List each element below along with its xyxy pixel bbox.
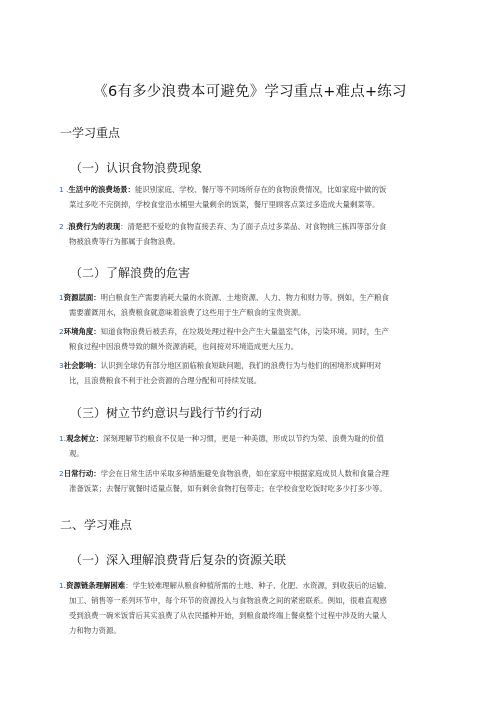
list-item: 1 .生活中的浪费场景：能识别家庭、学校、餐厅等不同场所存在的食物浪费情况，比如家庭中做的饭 菜过多吃不完倒掉，学校食堂沿水桶里大量剩余的饭菜，餐厅里顾客点菜过多造成大量剩菜等。: [59, 182, 443, 212]
item-text: 准备饭菜；去餐厅就餐时适量点餐，如有剩余食物打包带走；在学校食堂吃饭时吃多少打多少等。: [69, 484, 387, 493]
subsection-title-food-waste: （一）认识食物浪费现象: [70, 161, 203, 175]
item-text: ：学生较难理解从粮食种植所需的土地、种子、化肥、水资源，到收获后的运输、: [125, 581, 392, 590]
item-key: 资源层面：: [63, 293, 101, 302]
subsection-title-resource-link: （一）深入理解浪费背后复杂的资源关联: [70, 553, 287, 567]
item-text: 力和物力资源。: [69, 626, 121, 635]
item-text: 菜过多吃不完倒掉，学校食堂沿水桶里大量剩余的饭菜，餐厅里顾客点菜过多造成大量剩菜等。: [69, 200, 380, 209]
item-number: 1: [59, 434, 64, 443]
section-title-key-points: 一学习重点: [60, 126, 121, 140]
item-key: 环境角度：: [63, 327, 101, 336]
item-key: 日常行动：: [63, 469, 101, 478]
item-text: 物被浪费等行为都属于食物浪费。: [69, 237, 180, 246]
item-key: 观念树立：: [66, 434, 104, 443]
list-item: [59, 324, 443, 354]
item-number: 2: [59, 327, 64, 336]
item-key: 生活中的浪费场景：: [68, 185, 135, 194]
section-title-difficulties: 二、学习难点: [60, 518, 133, 532]
list-item: 1.资源链条理解困难：学生较难理解从粮食种植所需的土地、种子、化肥、水资源，到收获后的运输、 加工、销售等一系列环节中，每个环节的资源投入与食物浪费之间的紧密联系。例如，很难直观感 受到浪费一碗米饭背后其实浪费了从农民播种开始，到粮食最终端上餐桌整个过程中涉及的大量人 力和物力资源。: [59, 578, 443, 638]
item-text: 比，且浪费粮食不利于社会资源的合理分配和可持续发展。: [69, 376, 262, 385]
item-number: 1: [59, 581, 64, 590]
item-number: 2: [59, 469, 64, 478]
item-text: 明白粮食生产需要消耗大量的水资源、土地资源、人力、物力和财力等。例如，生产粮食: [100, 293, 389, 302]
item-text: ：清楚把不爱吃的食物直接丢弃、为了面子点过多菜品、对食物挑三拣四等部分食: [120, 222, 387, 231]
item-text: 加工、销售等一系列环节中，每个环节的资源投入与食物浪费之间的紧密联系。例如，很难直观感: [69, 596, 387, 605]
item-text: 受到浪费一碗米饭背后其实浪费了从农民播种开始，到粮食最终端上餐桌整个过程中涉及的大量人: [69, 611, 387, 620]
list-item: 2 .浪费行为的表现：清楚把不爱吃的食物直接丢弃、为了面子点过多菜品、对食物挑三拣四等部分食 物被浪费等行为都属于食物浪费。: [59, 219, 443, 249]
item-text: 能识别家庭、学校、餐厅等不同场所存在的食物浪费情况，比如家庭中做的饭: [134, 185, 387, 194]
item-text: 观。: [69, 449, 84, 458]
item-key: 浪费行为的表现: [68, 222, 121, 231]
item-number: 1: [59, 185, 64, 194]
subsection-title-saving-action: （三）树立节约意识与践行节约行动: [70, 406, 263, 420]
item-text: 粮食过程中因浪费导致的额外资源消耗，也间接对环境造成更大压力。: [69, 342, 299, 351]
item-text: 认识到全球仍有部分地区面临粮食短缺问题，我们的浪费行为与他们的困境形成鲜明对: [100, 361, 382, 370]
item-number: 1: [59, 293, 64, 302]
item-key: 社会影响：: [63, 361, 101, 370]
list-item: [59, 358, 443, 388]
item-text: 需要灌溉用水，浪费粮食就意味着浪费了这些用于生产粮食的宝贵资源。: [69, 308, 306, 317]
item-key: 资源链条理解困难: [66, 581, 126, 590]
item-text: 深刻理解节约粮食不仅是一种习惯，更是一种美德，形成以节约为荣、浪费为耻的价值: [103, 434, 384, 443]
item-text: 学会在日常生活中采取多种措施避免食物浪费，如在家庭中根据家庭成员人数和食量合理: [100, 469, 389, 478]
list-item: [59, 290, 443, 320]
list-item: 1.观念树立：深刻理解节约粮食不仅是一种习惯，更是一种美德，形成以节约为荣、浪费为耻的价值 观。: [59, 431, 443, 461]
item-text: 知道食物浪费后被丢弃，在垃圾处理过程中会产生大量温室气体，污染环境。同时，生产: [100, 327, 389, 336]
item-number: 3: [59, 361, 64, 370]
item-number: 2: [59, 222, 64, 231]
subsection-title-waste-harm: （二）了解浪费的危害: [70, 266, 191, 280]
document-title: 《6有多少浪费本可避免》学习重点+难点+练习: [93, 84, 407, 100]
list-item: [59, 466, 443, 496]
